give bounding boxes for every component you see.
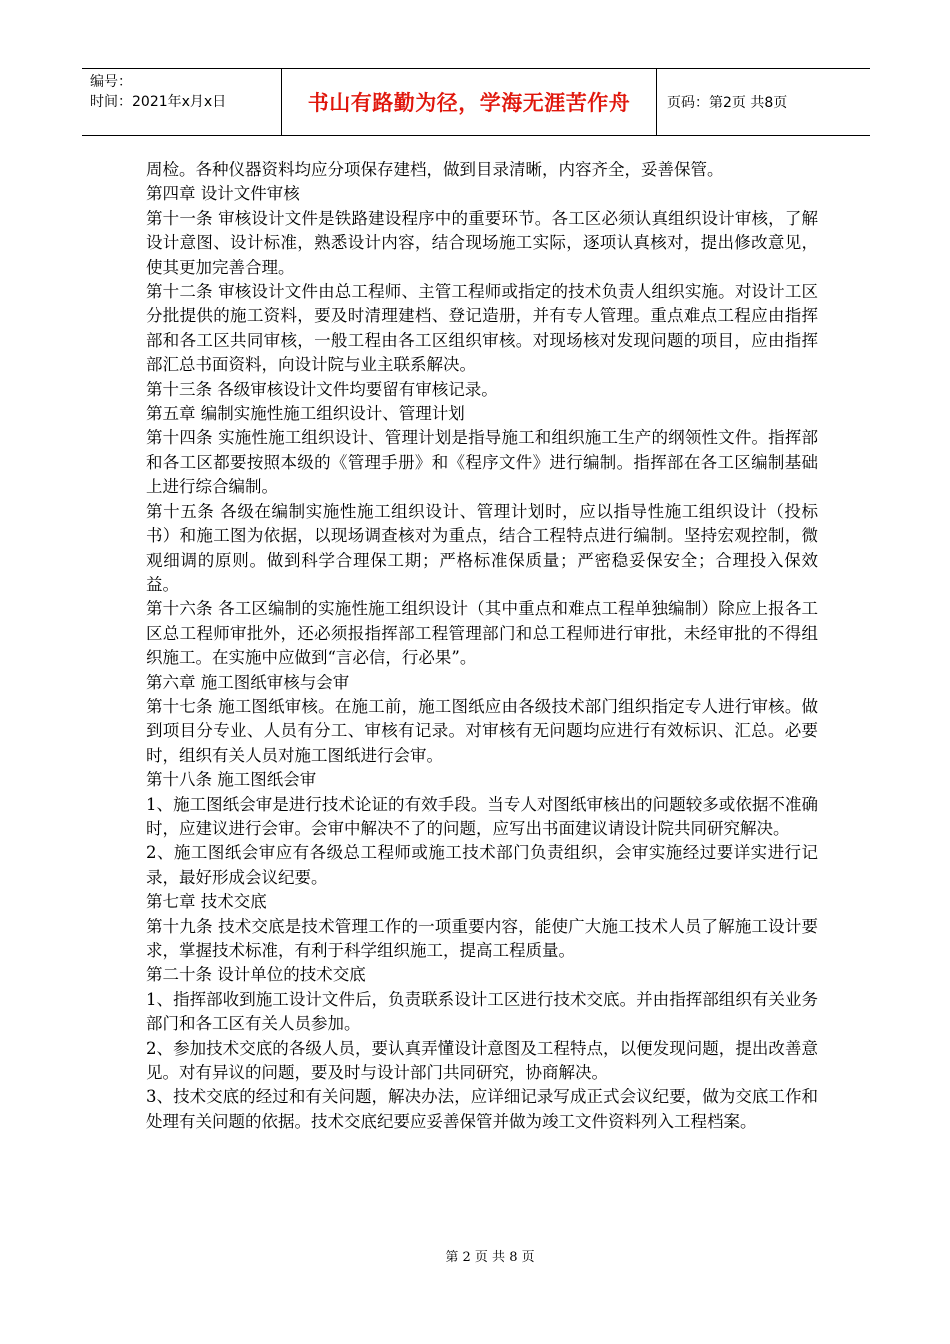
header-meta (82, 69, 282, 135)
header-motto: 书山有路勤为径，学海无涯苦作舟 (282, 69, 657, 135)
body-text (146, 158, 818, 1134)
paragraph: 第十五条 各级在编制实施性施工组织设计、管理计划时，应以指导性施工组织设计（投标书）和施工图为依据，以现场调查核对为重点，结合工程特点进行编制。坚持宏观控制，微观细调的原则。做到科学合理保工期；严格标准保质量；严密稳妥保安全；合理投入保效益。 (146, 501, 818, 594)
header-page-info: 页码：第2页 共8页 (667, 95, 788, 111)
chapter-heading: 第五章 编制实施性施工组织设计、管理计划 (146, 404, 465, 424)
page-header (82, 68, 870, 136)
list-item: 1、指挥部收到施工设计文件后，负责联系设计工区进行技术交底。并由指挥部组织有关业务部门和各工区有关人员参加。 (146, 989, 818, 1034)
paragraph: 第十六条 各工区编制的实施性施工组织设计（其中重点和难点工程单独编制）除应上报各工区总工程师审批外，还必须报指挥部工程管理部门和总工程师进行审批，未经审批的不得组织施工。在实施中应做到“言必信，行必果”。 (146, 599, 818, 668)
paragraph: 周检。各种仪器资料均应分项保存建档，做到目录清晰，内容齐全，妥善保管。 (146, 160, 724, 179)
chapter-heading: 第四章 设计文件审核 (146, 184, 300, 204)
page-footer: 第 2 页 共 8 页 (445, 1250, 535, 1265)
paragraph: 第十三条 各级审核设计文件均要留有审核记录。 (146, 379, 498, 399)
paragraph: 第十二条 审核设计文件由总工程师、主管工程师或指定的技术负责人组织实施。对设计工区分批提供的施工资料，要及时清理建档、登记造册，并有专人管理。重点难点工程应由指挥部和各工区共同审核，一般工程由各工区组织审核。对现场核对发现问题的项目，应由指挥部汇总书面资料，向设计院与业主联系解决。 (146, 282, 818, 375)
time-label: 时间：2021年x月x日 (90, 94, 227, 110)
chapter-heading: 第七章 技术交底 (146, 892, 267, 912)
paragraph: 第十九条 技术交底是技术管理工作的一项重要内容，能使广大施工技术人员了解施工设计要求，掌握技术标准，有利于科学组织施工，提高工程质量。 (146, 916, 818, 960)
paragraph: 第二十条 设计单位的技术交底 (146, 965, 366, 985)
list-item: 3、技术交底的经过和有关问题，解决办法，应详细记录写成正式会议纪要，做为交底工作和处理有关问题的依据。技术交底纪要应妥善保管并做为竣工文件资料列入工程档案。 (146, 1087, 818, 1131)
paragraph: 第十七条 施工图纸审核。在施工前，施工图纸应由各级技术部门组织指定专人进行审核。做到项目分专业、人员有分工、审核有记录。对审核有无问题均应进行有效标识、汇总。必要时，组织有关人员对施工图纸进行会审。 (146, 696, 818, 765)
paragraph: 第十一条 审核设计文件是铁路建设程序中的重要环节。各工区必须认真组织设计审核，了解设计意图、设计标准，熟悉设计内容，结合现场施工实际，逐项认真核对，提出修改意见，使其更加完善合理。 (146, 208, 818, 277)
serial-label: 编号： (90, 74, 132, 90)
list-item: 2、施工图纸会审应有各级总工程师或施工技术部门负责组织，会审实施经过要详实进行记录，最好形成会议纪要。 (146, 843, 818, 887)
chapter-heading: 第六章 施工图纸审核与会审 (146, 672, 350, 692)
list-item: 1、施工图纸会审是进行技术论证的有效手段。当专人对图纸审核出的问题较多或依据不准确时，应建议进行会审。会审中解决不了的问题，应写出书面建议请设计院共同研究解决。 (146, 794, 818, 838)
paragraph: 第十八条 施工图纸会审 (146, 770, 317, 790)
paragraph: 第十四条 实施性施工组织设计、管理计划是指导施工和组织施工生产的纲领性文件。指挥部和各工区都要按照本级的《管理手册》和《程序文件》进行编制。指挥部在各工区编制基础上进行综合编制。 (146, 428, 818, 497)
list-item: 2、参加技术交底的各级人员，要认真弄懂设计意图及工程特点，以便发现问题，提出改善意见。对有异议的问题，要及时与设计部门共同研究，协商解决。 (146, 1038, 818, 1083)
